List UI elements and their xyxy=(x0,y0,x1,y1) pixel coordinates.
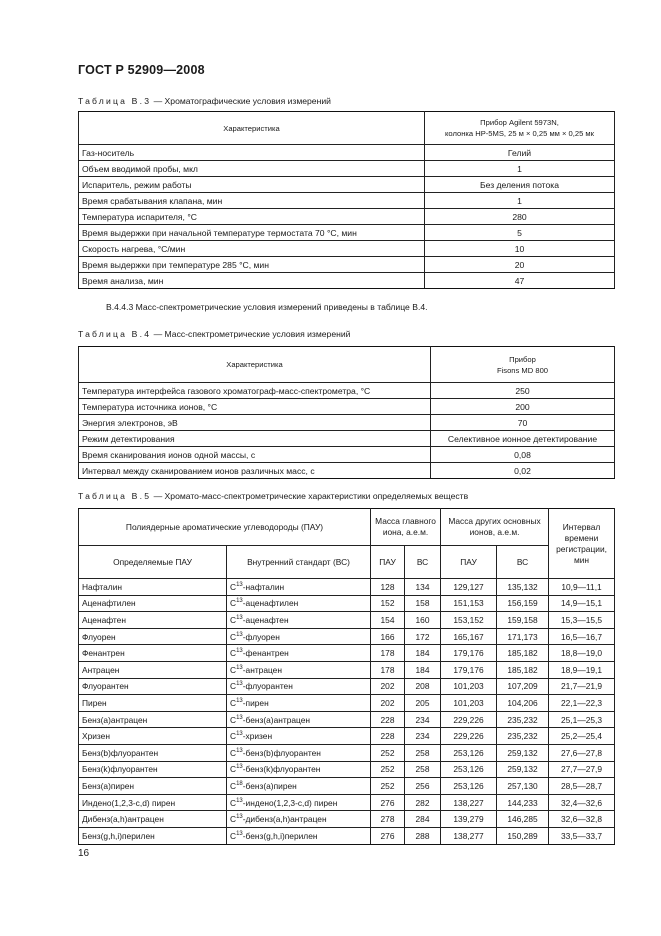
table-b4-row-name: Энергия электронов, эВ xyxy=(79,415,431,431)
table-b5-header-other-vs: ВС xyxy=(497,546,549,579)
main-ion-pau: 252 xyxy=(371,744,405,761)
table-row xyxy=(79,678,615,695)
registration-interval: 25,2—25,4 xyxy=(549,728,615,745)
isotope-number: 18 xyxy=(236,780,243,787)
table-b4 xyxy=(78,346,615,479)
internal-standard xyxy=(227,811,371,828)
table-b3-row-value: Гелий xyxy=(425,145,615,161)
standard-name: -индено(1,2,3-c,d) пирен xyxy=(242,797,338,808)
other-ions-pau: 151,153 xyxy=(441,595,497,612)
carbon-symbol: C xyxy=(230,664,237,675)
table-b4-row-name: Интервал между сканированием ионов различных масс, с xyxy=(79,463,431,479)
main-ion-pau: 278 xyxy=(371,811,405,828)
other-ions-vs: 146,285 xyxy=(497,811,549,828)
internal-standard xyxy=(227,728,371,745)
other-ions-pau: 179,176 xyxy=(441,645,497,662)
table-b3-row-value: 20 xyxy=(425,257,615,273)
other-ions-pau: 165,167 xyxy=(441,628,497,645)
table-b3-header-characteristic: Характеристика xyxy=(79,112,425,145)
other-ions-vs: 259,132 xyxy=(497,744,549,761)
registration-interval: 33,5—33,7 xyxy=(549,827,615,844)
standard-name: -пирен xyxy=(242,697,269,708)
table-b3-row-value: 280 xyxy=(425,209,615,225)
pah-name: Дибенз(а,h)антрацен xyxy=(79,811,227,828)
main-ion-pau: 178 xyxy=(371,645,405,662)
main-ion-pau: 252 xyxy=(371,778,405,795)
table-b5-caption-text: — Хромато-масс-спектрометрические характеристики определяемых веществ xyxy=(151,491,469,501)
table-b3-row-value: Без деления потока xyxy=(425,177,615,193)
registration-interval: 14,9—15,1 xyxy=(549,595,615,612)
other-ions-pau: 138,227 xyxy=(441,794,497,811)
table-b4-row-name: Температура интерфейса газового хроматограф-масс-спектрометра, °С xyxy=(79,383,431,399)
table-b4-row-name: Режим детектирования xyxy=(79,431,431,447)
pah-name: Бенз(k)флуорантен xyxy=(79,761,227,778)
main-ion-pau: 152 xyxy=(371,595,405,612)
main-ion-vs: 282 xyxy=(405,794,441,811)
table-b3-row-value: 47 xyxy=(425,273,615,289)
table-row xyxy=(79,661,615,678)
carbon-symbol: C xyxy=(230,681,237,692)
table-b5-header-main-pau: ПАУ xyxy=(371,546,405,579)
table-row xyxy=(79,177,615,193)
table-b3-row-name: Время выдержки при начальной температуре термостата 70 °С, мин xyxy=(79,225,425,241)
carbon-symbol: C xyxy=(230,614,237,625)
registration-interval: 22,1—22,3 xyxy=(549,695,615,712)
internal-standard xyxy=(227,612,371,629)
main-ion-vs: 288 xyxy=(405,827,441,844)
main-ion-vs: 208 xyxy=(405,678,441,695)
main-ion-vs: 184 xyxy=(405,661,441,678)
standard-name: -аценафтен xyxy=(242,614,289,625)
other-ions-pau: 139,279 xyxy=(441,811,497,828)
other-ions-pau: 129,127 xyxy=(441,579,497,596)
table-b4-header-device-line1: Прибор xyxy=(509,354,536,364)
registration-interval: 28,5—28,7 xyxy=(549,778,615,795)
table-b3-header-device-line1: Прибор Agilent 5973N, xyxy=(480,118,559,127)
table-b3-row-value: 1 xyxy=(425,161,615,177)
table-b3-header-device-line2: колонка HP-5MS, 25 м × 0,25 мм × 0,25 мк xyxy=(445,129,594,138)
registration-interval: 27,6—27,8 xyxy=(549,744,615,761)
pah-name: Бенз(g,h,i)перилен xyxy=(79,827,227,844)
table-b3-row-name: Объем вводимой пробы, мкл xyxy=(79,161,425,177)
table-row xyxy=(79,645,615,662)
table-b3-row-name: Испаритель, режим работы xyxy=(79,177,425,193)
table-b5-header-interval: Интервал времени регистрации, мин xyxy=(549,509,615,579)
standard-name: -бенз(а)антрацен xyxy=(242,714,311,725)
isotope-number: 13 xyxy=(236,714,243,721)
other-ions-pau: 138,277 xyxy=(441,827,497,844)
carbon-symbol: C xyxy=(230,631,237,642)
table-row xyxy=(79,695,615,712)
standard-name: -бенз(а)пирен xyxy=(242,780,297,791)
main-ion-pau: 228 xyxy=(371,728,405,745)
table-b4-row-value: 0,08 xyxy=(431,447,615,463)
main-ion-vs: 172 xyxy=(405,628,441,645)
table-row xyxy=(79,579,615,596)
internal-standard xyxy=(227,595,371,612)
internal-standard xyxy=(227,678,371,695)
table-row xyxy=(79,273,615,289)
other-ions-vs: 257,130 xyxy=(497,778,549,795)
main-ion-vs: 160 xyxy=(405,612,441,629)
carbon-symbol: C xyxy=(230,814,237,825)
standard-name: -бенз(g,h,i)перилен xyxy=(242,830,318,841)
other-ions-vs: 171,173 xyxy=(497,628,549,645)
other-ions-vs: 159,158 xyxy=(497,612,549,629)
carbon-symbol: C xyxy=(230,797,237,808)
isotope-number: 13 xyxy=(236,830,243,837)
carbon-symbol: C xyxy=(230,598,237,609)
other-ions-vs: 156,159 xyxy=(497,595,549,612)
table-b5-header-pah: Полиядерные ароматические углеводороды (ПАУ) xyxy=(79,509,371,546)
internal-standard xyxy=(227,761,371,778)
pah-name: Нафталин xyxy=(79,579,227,596)
main-ion-vs: 256 xyxy=(405,778,441,795)
registration-interval: 18,9—19,1 xyxy=(549,661,615,678)
main-ion-pau: 228 xyxy=(371,711,405,728)
main-ion-pau: 276 xyxy=(371,794,405,811)
table-b5-header-internal-standard: Внутренний стандарт (ВС) xyxy=(227,546,371,579)
table-b3-row-value: 1 xyxy=(425,193,615,209)
table-b3-row-name: Время выдержки при температуре 285 °С, мин xyxy=(79,257,425,273)
isotope-number: 13 xyxy=(236,797,243,804)
table-b5-caption xyxy=(78,491,468,501)
main-ion-vs: 184 xyxy=(405,645,441,662)
other-ions-vs: 150,289 xyxy=(497,827,549,844)
other-ions-pau: 179,176 xyxy=(441,661,497,678)
internal-standard xyxy=(227,695,371,712)
main-ion-vs: 258 xyxy=(405,761,441,778)
other-ions-vs: 259,132 xyxy=(497,761,549,778)
page-number: 16 xyxy=(78,848,90,859)
registration-interval: 16,5—16,7 xyxy=(549,628,615,645)
carbon-symbol: C xyxy=(230,830,237,841)
table-b3-row-name: Время анализа, мин xyxy=(79,273,425,289)
internal-standard xyxy=(227,744,371,761)
isotope-number: 13 xyxy=(236,631,243,638)
table-b5-header-main-mass: Масса главного иона, а.е.м. xyxy=(371,509,441,546)
registration-interval: 10,9—11,1 xyxy=(549,579,615,596)
table-row xyxy=(79,827,615,844)
internal-standard xyxy=(227,628,371,645)
internal-standard xyxy=(227,827,371,844)
standard-name: -бенз(b)флуорантен xyxy=(242,747,321,758)
other-ions-pau: 101,203 xyxy=(441,695,497,712)
carbon-symbol: C xyxy=(230,648,237,659)
other-ions-pau: 253,126 xyxy=(441,761,497,778)
pah-name: Индено(1,2,3-c,d) пирен xyxy=(79,794,227,811)
main-ion-pau: 202 xyxy=(371,695,405,712)
table-b4-row-name: Температура источника ионов, °С xyxy=(79,399,431,415)
pah-name: Аценафтилен xyxy=(79,595,227,612)
table-b3-header-device xyxy=(425,112,615,145)
isotope-number: 13 xyxy=(236,648,243,655)
table-b4-row-value: 250 xyxy=(431,383,615,399)
pah-name: Бенз(b)флуорантен xyxy=(79,744,227,761)
table-b3-row-name: Время срабатывания клапана, мин xyxy=(79,193,425,209)
other-ions-vs: 144,233 xyxy=(497,794,549,811)
internal-standard xyxy=(227,711,371,728)
other-ions-pau: 101,203 xyxy=(441,678,497,695)
table-b5-header-other-pau: ПАУ xyxy=(441,546,497,579)
carbon-symbol: C xyxy=(230,697,237,708)
table-row xyxy=(79,145,615,161)
table-b4-row-name: Время сканирования ионов одной массы, с xyxy=(79,447,431,463)
standard-name: -флуорантен xyxy=(242,681,293,692)
internal-standard xyxy=(227,579,371,596)
table-row xyxy=(79,612,615,629)
pah-name: Флуорантен xyxy=(79,678,227,695)
table-row xyxy=(79,463,615,479)
main-ion-pau: 128 xyxy=(371,579,405,596)
registration-interval: 32,6—32,8 xyxy=(549,811,615,828)
table-row xyxy=(79,728,615,745)
table-b5-header-main-vs: ВС xyxy=(405,546,441,579)
other-ions-vs: 185,182 xyxy=(497,645,549,662)
internal-standard xyxy=(227,778,371,795)
main-ion-pau: 154 xyxy=(371,612,405,629)
table-row xyxy=(79,431,615,447)
registration-interval: 27,7—27,9 xyxy=(549,761,615,778)
table-b3-caption-prefix: Таблица В.3 xyxy=(78,96,152,106)
main-ion-vs: 258 xyxy=(405,744,441,761)
main-ion-pau: 178 xyxy=(371,661,405,678)
table-row xyxy=(79,711,615,728)
main-ion-vs: 134 xyxy=(405,579,441,596)
other-ions-pau: 229,226 xyxy=(441,728,497,745)
other-ions-vs: 235,232 xyxy=(497,728,549,745)
table-row xyxy=(79,241,615,257)
pah-name: Антрацен xyxy=(79,661,227,678)
table-row xyxy=(79,447,615,463)
table-b3-row-name: Температура испарителя, °С xyxy=(79,209,425,225)
table-b3-caption xyxy=(78,96,331,106)
carbon-symbol: C xyxy=(230,714,237,725)
internal-standard xyxy=(227,661,371,678)
table-row xyxy=(79,383,615,399)
table-row xyxy=(79,257,615,273)
table-b3 xyxy=(78,111,615,289)
table-b4-header-device xyxy=(431,347,615,383)
main-ion-vs: 234 xyxy=(405,711,441,728)
other-ions-pau: 229,226 xyxy=(441,711,497,728)
table-b3-caption-text: — Хроматографические условия измерений xyxy=(151,96,331,106)
carbon-symbol: C xyxy=(230,747,237,758)
other-ions-vs: 235,232 xyxy=(497,711,549,728)
other-ions-pau: 253,126 xyxy=(441,744,497,761)
main-ion-pau: 252 xyxy=(371,761,405,778)
pah-name: Бенз(а)пирен xyxy=(79,778,227,795)
other-ions-vs: 107,209 xyxy=(497,678,549,695)
standard-name: -антрацен xyxy=(242,664,282,675)
isotope-number: 13 xyxy=(236,814,243,821)
table-row xyxy=(79,761,615,778)
table-row xyxy=(79,161,615,177)
main-ion-vs: 205 xyxy=(405,695,441,712)
table-b3-row-value: 5 xyxy=(425,225,615,241)
pah-name: Аценафтен xyxy=(79,612,227,629)
isotope-number: 13 xyxy=(236,681,243,688)
isotope-number: 13 xyxy=(236,664,243,671)
isotope-number: 13 xyxy=(236,747,243,754)
table-row xyxy=(79,794,615,811)
table-b4-row-value: 0,02 xyxy=(431,463,615,479)
carbon-symbol: C xyxy=(230,731,237,742)
table-b5-header-other-mass: Масса других основных ионов, а.е.м. xyxy=(441,509,549,546)
other-ions-pau: 253,126 xyxy=(441,778,497,795)
document-header: ГОСТ Р 52909—2008 xyxy=(78,63,205,77)
pah-name: Флуорен xyxy=(79,628,227,645)
isotope-number: 13 xyxy=(236,764,243,771)
pah-name: Бенз(а)антрацен xyxy=(79,711,227,728)
paragraph-b443: В.4.4.3 Масс-спектрометрические условия измерений приведены в таблице В.4. xyxy=(106,302,428,312)
table-b3-row-value: 10 xyxy=(425,241,615,257)
internal-standard xyxy=(227,645,371,662)
table-b4-caption-prefix: Таблица В.4 xyxy=(78,329,152,339)
main-ion-vs: 158 xyxy=(405,595,441,612)
table-row xyxy=(79,811,615,828)
registration-interval: 21,7—21,9 xyxy=(549,678,615,695)
table-b3-row-name: Газ-носитель xyxy=(79,145,425,161)
table-row xyxy=(79,399,615,415)
table-b4-caption-text: — Масс-спектрометрические условия измерений xyxy=(151,329,351,339)
isotope-number: 13 xyxy=(236,598,243,605)
main-ion-vs: 234 xyxy=(405,728,441,745)
other-ions-vs: 135,132 xyxy=(497,579,549,596)
registration-interval: 32,4—32,6 xyxy=(549,794,615,811)
standard-name: -бенз(k)флуорантен xyxy=(242,764,321,775)
table-b4-caption xyxy=(78,329,350,339)
table-row xyxy=(79,225,615,241)
isotope-number: 13 xyxy=(236,697,243,704)
other-ions-vs: 104,206 xyxy=(497,695,549,712)
table-b5 xyxy=(78,508,615,845)
main-ion-vs: 284 xyxy=(405,811,441,828)
other-ions-pau: 153,152 xyxy=(441,612,497,629)
other-ions-vs: 185,182 xyxy=(497,661,549,678)
registration-interval: 15,3—15,5 xyxy=(549,612,615,629)
table-b3-row-name: Скорость нагрева, °С/мин xyxy=(79,241,425,257)
pah-name: Пирен xyxy=(79,695,227,712)
isotope-number: 13 xyxy=(236,581,243,588)
table-b4-row-value: 70 xyxy=(431,415,615,431)
registration-interval: 18,8—19,0 xyxy=(549,645,615,662)
table-b4-header-device-line2: Fisons MD 800 xyxy=(496,365,549,375)
table-row xyxy=(79,628,615,645)
carbon-symbol: C xyxy=(230,780,237,791)
table-row xyxy=(79,193,615,209)
table-b4-header-characteristic: Характеристика xyxy=(79,347,431,383)
internal-standard xyxy=(227,794,371,811)
table-row xyxy=(79,595,615,612)
table-row xyxy=(79,744,615,761)
isotope-number: 13 xyxy=(236,731,243,738)
table-b4-row-value: 200 xyxy=(431,399,615,415)
table-row xyxy=(79,209,615,225)
main-ion-pau: 202 xyxy=(371,678,405,695)
standard-name: -флуорен xyxy=(242,631,280,642)
standard-name: -нафталин xyxy=(242,581,285,592)
standard-name: -хризен xyxy=(242,731,273,742)
standard-name: -фенантрен xyxy=(242,648,289,659)
table-b4-row-value: Селективное ионное детектирование xyxy=(431,431,615,447)
table-b5-header-determined: Определяемые ПАУ xyxy=(79,546,227,579)
main-ion-pau: 276 xyxy=(371,827,405,844)
carbon-symbol: C xyxy=(230,764,237,775)
pah-name: Хризен xyxy=(79,728,227,745)
pah-name: Фенантрен xyxy=(79,645,227,662)
table-row xyxy=(79,778,615,795)
isotope-number: 13 xyxy=(236,614,243,621)
table-row xyxy=(79,415,615,431)
table-b5-caption-prefix: Таблица В.5 xyxy=(78,491,152,501)
standard-name: -аценафтилен xyxy=(242,598,299,609)
main-ion-pau: 166 xyxy=(371,628,405,645)
standard-name: -дибенз(а,h)антрацен xyxy=(242,814,327,825)
registration-interval: 25,1—25,3 xyxy=(549,711,615,728)
carbon-symbol: C xyxy=(230,581,237,592)
